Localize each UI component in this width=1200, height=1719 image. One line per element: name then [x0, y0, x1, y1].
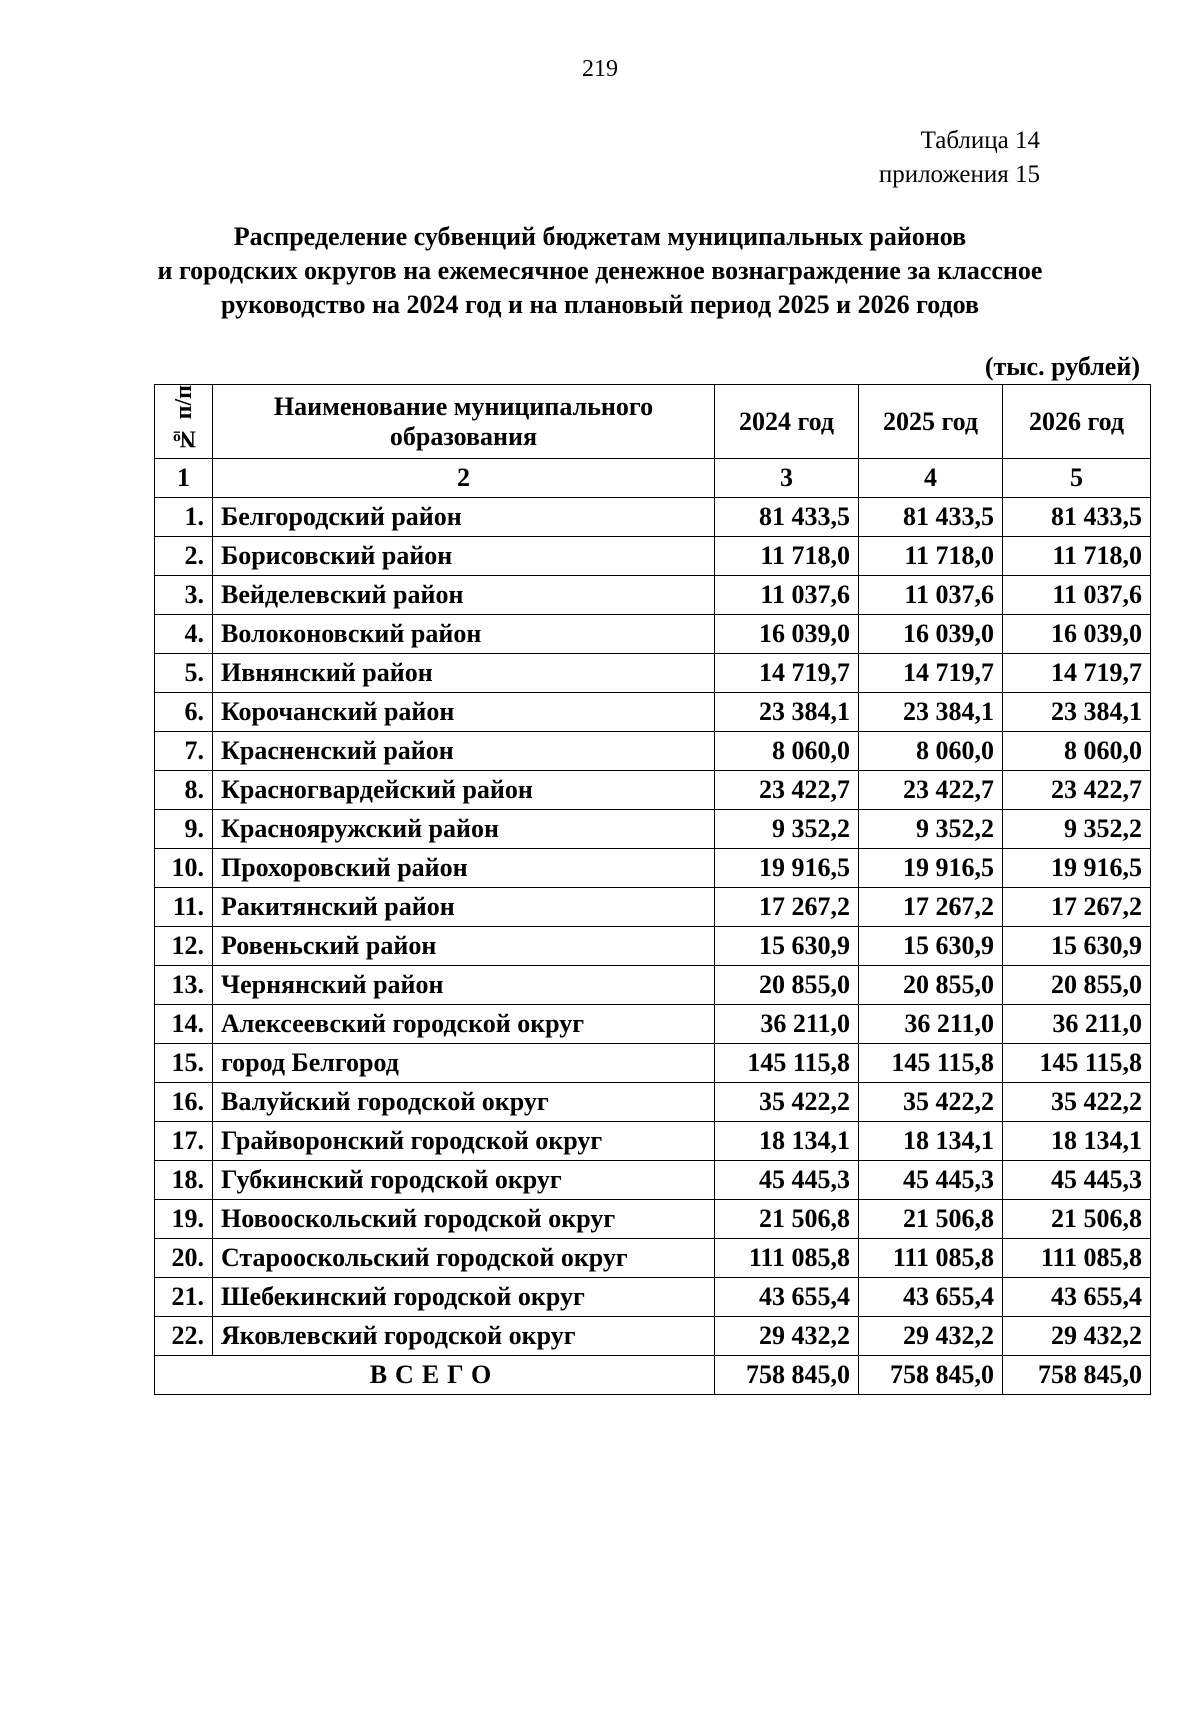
table-row [155, 1083, 1151, 1122]
row-number: 16. [155, 1083, 213, 1122]
row-value-2025: 145 115,8 [859, 1044, 1003, 1083]
row-value-2024: 43 655,4 [715, 1278, 859, 1317]
row-value-2024: 21 506,8 [715, 1200, 859, 1239]
total-2026: 758 845,0 [1003, 1356, 1151, 1395]
row-name: Шебекинский городской округ [213, 1278, 715, 1317]
row-number: 21. [155, 1278, 213, 1317]
row-name: город Белгород [213, 1044, 715, 1083]
row-value-2024: 35 422,2 [715, 1083, 859, 1122]
row-value-2025: 23 384,1 [859, 693, 1003, 732]
table-row [155, 1044, 1151, 1083]
row-value-2026: 9 352,2 [1003, 810, 1151, 849]
header-name: Наименование муниципального образования [213, 385, 715, 459]
row-value-2024: 18 134,1 [715, 1122, 859, 1161]
table-row [155, 771, 1151, 810]
row-value-2024: 15 630,9 [715, 927, 859, 966]
total-2025: 758 845,0 [859, 1356, 1003, 1395]
row-value-2025: 11 718,0 [859, 537, 1003, 576]
row-name: Губкинский городской округ [213, 1161, 715, 1200]
table-row [155, 693, 1151, 732]
row-value-2025: 29 432,2 [859, 1317, 1003, 1356]
row-value-2026: 20 855,0 [1003, 966, 1151, 1005]
row-value-2026: 8 060,0 [1003, 732, 1151, 771]
row-number: 9. [155, 810, 213, 849]
title-line2: и городских округов на ежемесячное денежное вознаграждение за классное [157, 256, 1043, 285]
table-row [155, 654, 1151, 693]
row-name: Корочанский район [213, 693, 715, 732]
row-value-2024: 17 267,2 [715, 888, 859, 927]
table-row [155, 732, 1151, 771]
row-number: 19. [155, 1200, 213, 1239]
row-value-2026: 23 422,7 [1003, 771, 1151, 810]
table-row [155, 849, 1151, 888]
row-value-2025: 8 060,0 [859, 732, 1003, 771]
row-name: Вейделевский район [213, 576, 715, 615]
row-value-2026: 15 630,9 [1003, 927, 1151, 966]
table-row [155, 888, 1151, 927]
total-2024: 758 845,0 [715, 1356, 859, 1395]
document-title [120, 220, 1080, 322]
row-name: Ровеньский район [213, 927, 715, 966]
header-num-label: № п/п [170, 385, 197, 452]
row-value-2024: 81 433,5 [715, 498, 859, 537]
row-value-2026: 14 719,7 [1003, 654, 1151, 693]
row-value-2026: 23 384,1 [1003, 693, 1151, 732]
table-ref-line2: приложения 15 [878, 161, 1040, 188]
row-value-2026: 21 506,8 [1003, 1200, 1151, 1239]
row-number: 2. [155, 537, 213, 576]
row-value-2024: 45 445,3 [715, 1161, 859, 1200]
row-value-2025: 18 134,1 [859, 1122, 1003, 1161]
table-row [155, 1278, 1151, 1317]
table-row [155, 1200, 1151, 1239]
row-value-2026: 43 655,4 [1003, 1278, 1151, 1317]
row-value-2024: 9 352,2 [715, 810, 859, 849]
row-value-2026: 45 445,3 [1003, 1161, 1151, 1200]
row-number: 5. [155, 654, 213, 693]
column-number-row [155, 459, 1151, 498]
row-value-2025: 43 655,4 [859, 1278, 1003, 1317]
page-number: 219 [582, 56, 618, 82]
row-name: Борисовский район [213, 537, 715, 576]
row-number: 8. [155, 771, 213, 810]
table-row [155, 810, 1151, 849]
col-number: 1 [155, 459, 213, 498]
row-name: Краснояружский район [213, 810, 715, 849]
total-label: ВСЕГО [155, 1356, 715, 1395]
row-value-2025: 19 916,5 [859, 849, 1003, 888]
col-number: 2 [213, 459, 715, 498]
table-row [155, 1317, 1151, 1356]
row-name: Ракитянский район [213, 888, 715, 927]
row-number: 13. [155, 966, 213, 1005]
row-value-2025: 36 211,0 [859, 1005, 1003, 1044]
table-row [155, 615, 1151, 654]
row-number: 6. [155, 693, 213, 732]
row-name: Белгородский район [213, 498, 715, 537]
row-number: 7. [155, 732, 213, 771]
row-value-2025: 81 433,5 [859, 498, 1003, 537]
row-value-2026: 29 432,2 [1003, 1317, 1151, 1356]
col-number: 4 [859, 459, 1003, 498]
row-value-2025: 16 039,0 [859, 615, 1003, 654]
row-value-2024: 14 719,7 [715, 654, 859, 693]
header-2026: 2026 год [1003, 385, 1151, 459]
row-value-2025: 9 352,2 [859, 810, 1003, 849]
row-value-2026: 18 134,1 [1003, 1122, 1151, 1161]
row-name: Новооскольский городской округ [213, 1200, 715, 1239]
table-body [155, 498, 1151, 1356]
row-value-2024: 36 211,0 [715, 1005, 859, 1044]
table-row [155, 537, 1151, 576]
row-value-2025: 20 855,0 [859, 966, 1003, 1005]
row-value-2024: 111 085,8 [715, 1239, 859, 1278]
row-name: Грайворонский городской округ [213, 1122, 715, 1161]
title-line3: руководство на 2024 год и на плановый период 2025 и 2026 годов [220, 290, 980, 319]
table-row [155, 1005, 1151, 1044]
table-row [155, 1239, 1151, 1278]
row-name: Валуйский городской округ [213, 1083, 715, 1122]
row-number: 4. [155, 615, 213, 654]
row-number: 11. [155, 888, 213, 927]
row-value-2026: 145 115,8 [1003, 1044, 1151, 1083]
row-value-2025: 35 422,2 [859, 1083, 1003, 1122]
row-name: Красненский район [213, 732, 715, 771]
row-name: Прохоровский район [213, 849, 715, 888]
row-value-2024: 11 718,0 [715, 537, 859, 576]
row-value-2024: 20 855,0 [715, 966, 859, 1005]
units-label: (тыс. рублей) [984, 352, 1140, 381]
row-value-2026: 11 037,6 [1003, 576, 1151, 615]
row-value-2024: 8 060,0 [715, 732, 859, 771]
header-2025: 2025 год [859, 385, 1003, 459]
table-row [155, 966, 1151, 1005]
row-name: Красногвардейский район [213, 771, 715, 810]
row-value-2026: 19 916,5 [1003, 849, 1151, 888]
row-value-2025: 14 719,7 [859, 654, 1003, 693]
table-row [155, 576, 1151, 615]
table-row [155, 1122, 1151, 1161]
table-header-row [155, 385, 1151, 459]
header-num [155, 385, 213, 459]
row-value-2026: 16 039,0 [1003, 615, 1151, 654]
row-value-2024: 145 115,8 [715, 1044, 859, 1083]
table-ref-line1: Таблица 14 [920, 127, 1040, 154]
header-2024: 2024 год [715, 385, 859, 459]
subvention-table [154, 384, 1151, 1395]
row-number: 10. [155, 849, 213, 888]
row-value-2024: 23 384,1 [715, 693, 859, 732]
row-number: 12. [155, 927, 213, 966]
row-value-2024: 16 039,0 [715, 615, 859, 654]
row-number: 3. [155, 576, 213, 615]
row-value-2026: 36 211,0 [1003, 1005, 1151, 1044]
row-name: Ивнянский район [213, 654, 715, 693]
row-number: 1. [155, 498, 213, 537]
row-value-2024: 29 432,2 [715, 1317, 859, 1356]
row-name: Волоконовский район [213, 615, 715, 654]
row-value-2024: 23 422,7 [715, 771, 859, 810]
row-value-2025: 23 422,7 [859, 771, 1003, 810]
row-name: Чернянский район [213, 966, 715, 1005]
row-value-2025: 45 445,3 [859, 1161, 1003, 1200]
title-line1: Распределение субвенций бюджетам муниципальных районов [233, 222, 967, 251]
row-value-2026: 11 718,0 [1003, 537, 1151, 576]
row-value-2025: 21 506,8 [859, 1200, 1003, 1239]
col-number: 5 [1003, 459, 1151, 498]
row-value-2025: 111 085,8 [859, 1239, 1003, 1278]
total-row [155, 1356, 1151, 1395]
row-number: 18. [155, 1161, 213, 1200]
row-value-2025: 17 267,2 [859, 888, 1003, 927]
table-row [155, 1161, 1151, 1200]
row-value-2026: 81 433,5 [1003, 498, 1151, 537]
row-name: Алексеевский городской округ [213, 1005, 715, 1044]
row-value-2024: 11 037,6 [715, 576, 859, 615]
row-number: 20. [155, 1239, 213, 1278]
row-value-2026: 35 422,2 [1003, 1083, 1151, 1122]
table-reference [780, 124, 1040, 192]
row-value-2025: 11 037,6 [859, 576, 1003, 615]
row-number: 17. [155, 1122, 213, 1161]
row-value-2025: 15 630,9 [859, 927, 1003, 966]
table-row [155, 498, 1151, 537]
col-number: 3 [715, 459, 859, 498]
row-value-2026: 111 085,8 [1003, 1239, 1151, 1278]
row-value-2026: 17 267,2 [1003, 888, 1151, 927]
row-number: 15. [155, 1044, 213, 1083]
table-row [155, 927, 1151, 966]
row-name: Яковлевский городской округ [213, 1317, 715, 1356]
row-value-2024: 19 916,5 [715, 849, 859, 888]
row-number: 14. [155, 1005, 213, 1044]
row-name: Старооскольский городской округ [213, 1239, 715, 1278]
row-number: 22. [155, 1317, 213, 1356]
